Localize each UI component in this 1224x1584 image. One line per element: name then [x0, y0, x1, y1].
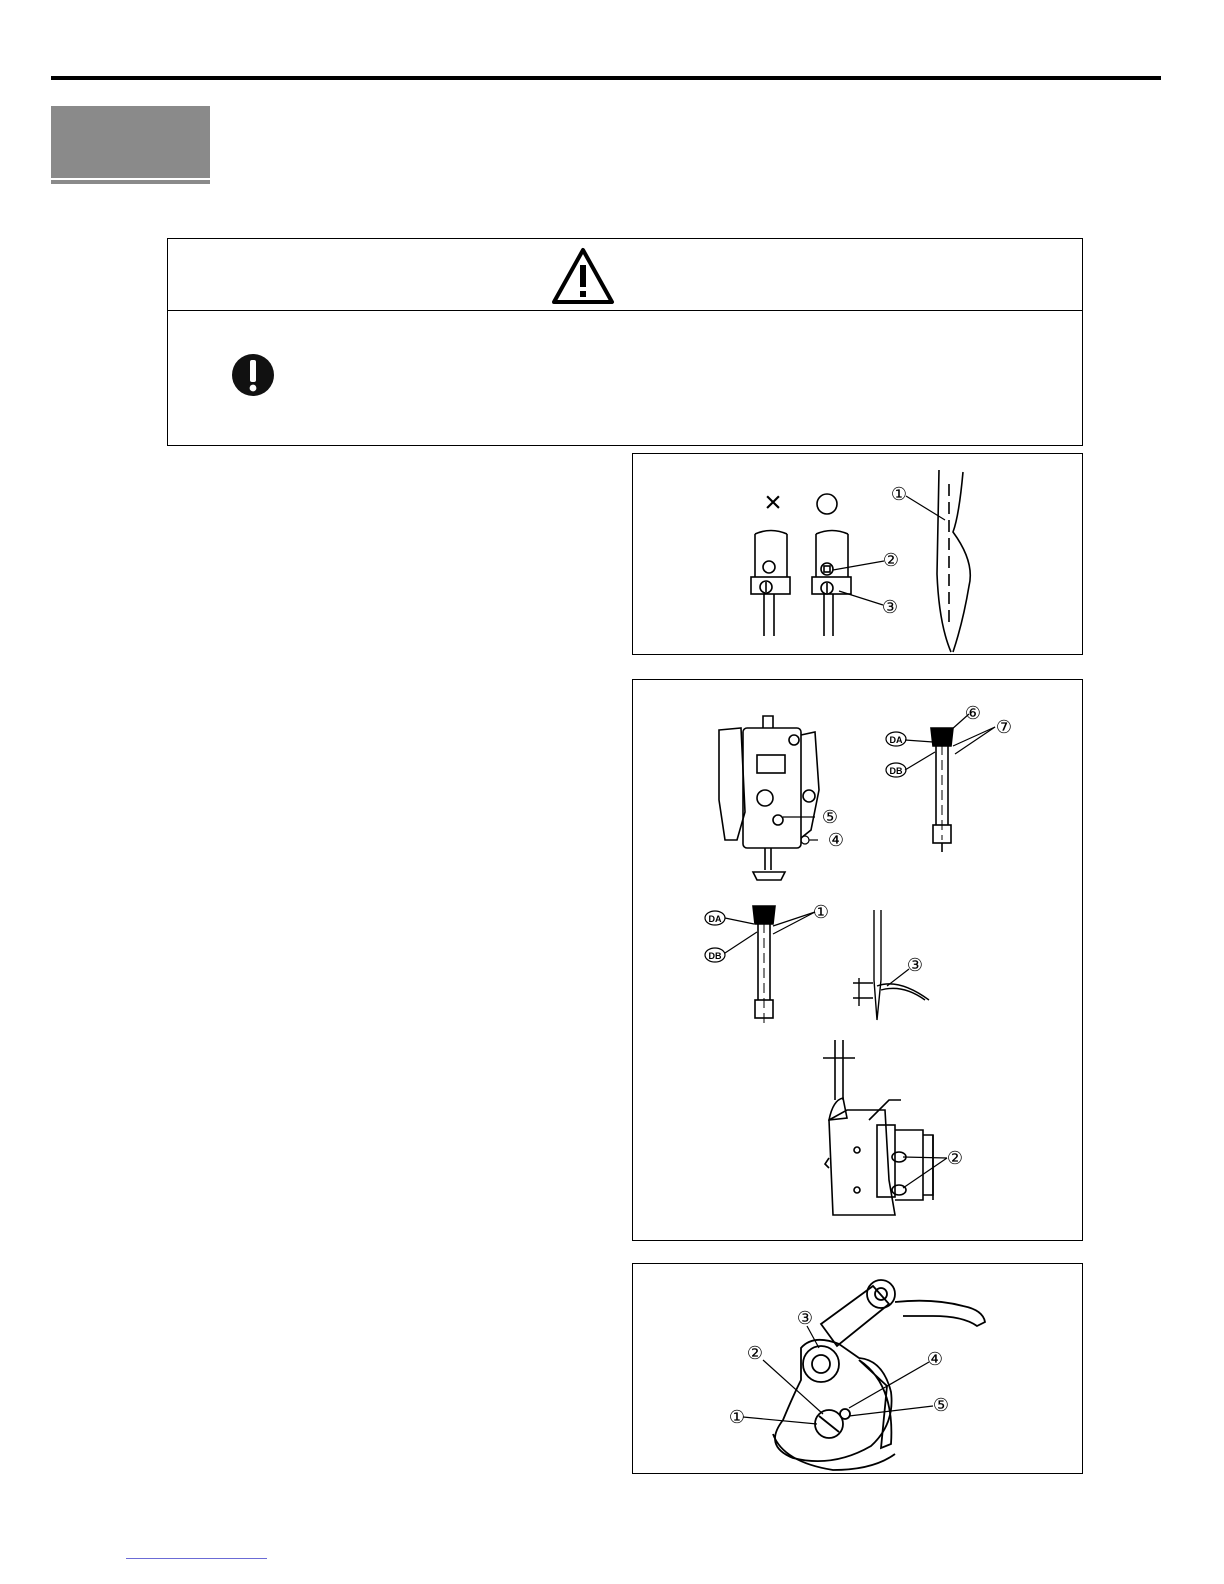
needle-timing-figure	[632, 679, 1083, 1241]
needle-timing-drawing	[633, 680, 1081, 1239]
callout-2: ②	[882, 550, 900, 570]
callout-2-fig2: ②	[946, 1148, 964, 1168]
needle-bar-right	[812, 531, 851, 637]
mark-db-upper: DB	[889, 766, 903, 776]
warning-divider	[168, 310, 1082, 311]
callout-2-fig3: ②	[746, 1343, 764, 1363]
callout-4: ④	[827, 830, 845, 850]
callout-5-fig3: ⑤	[932, 1395, 950, 1415]
exclamation-circle-icon	[231, 353, 275, 397]
hook-adjustment-drawing	[633, 1264, 1081, 1472]
callout-3-fig2: ③	[906, 955, 924, 975]
wrong-mark: ×	[764, 486, 782, 519]
needle-bar-marks-upper	[931, 728, 953, 852]
callout-1-fig2: ①	[812, 902, 830, 922]
callout-7: ⑦	[995, 717, 1013, 737]
callout-1-fig3: ①	[728, 1407, 746, 1427]
top-rule	[51, 76, 1161, 80]
needle-installation-drawing	[633, 454, 1081, 653]
hook-adjustment-figure	[632, 1263, 1083, 1474]
callout-3: ③	[881, 597, 899, 617]
hook-assembly	[823, 1040, 933, 1215]
callout-5: ⑤	[821, 807, 839, 827]
footer-link-underline[interactable]	[126, 1558, 267, 1559]
needle-installation-figure	[632, 453, 1083, 655]
mark-db-lower: DB	[708, 951, 722, 961]
needle-closeup	[937, 470, 970, 652]
section-tab-underline	[51, 180, 210, 184]
needle-bar-marks-lower	[753, 906, 775, 1026]
mark-da-lower: DA	[708, 914, 722, 924]
section-tab	[51, 106, 210, 178]
warning-box	[167, 238, 1083, 446]
right-mark-icon	[817, 494, 837, 514]
callout-3-fig3: ③	[796, 1308, 814, 1328]
callout-4-fig3: ④	[926, 1349, 944, 1369]
mark-da-upper: DA	[889, 735, 903, 745]
callout-6: ⑥	[964, 703, 982, 723]
callout-1: ①	[890, 484, 908, 504]
needle-bar-wrong	[751, 531, 790, 637]
caution-triangle-icon	[551, 247, 615, 305]
machine-head	[719, 716, 819, 880]
